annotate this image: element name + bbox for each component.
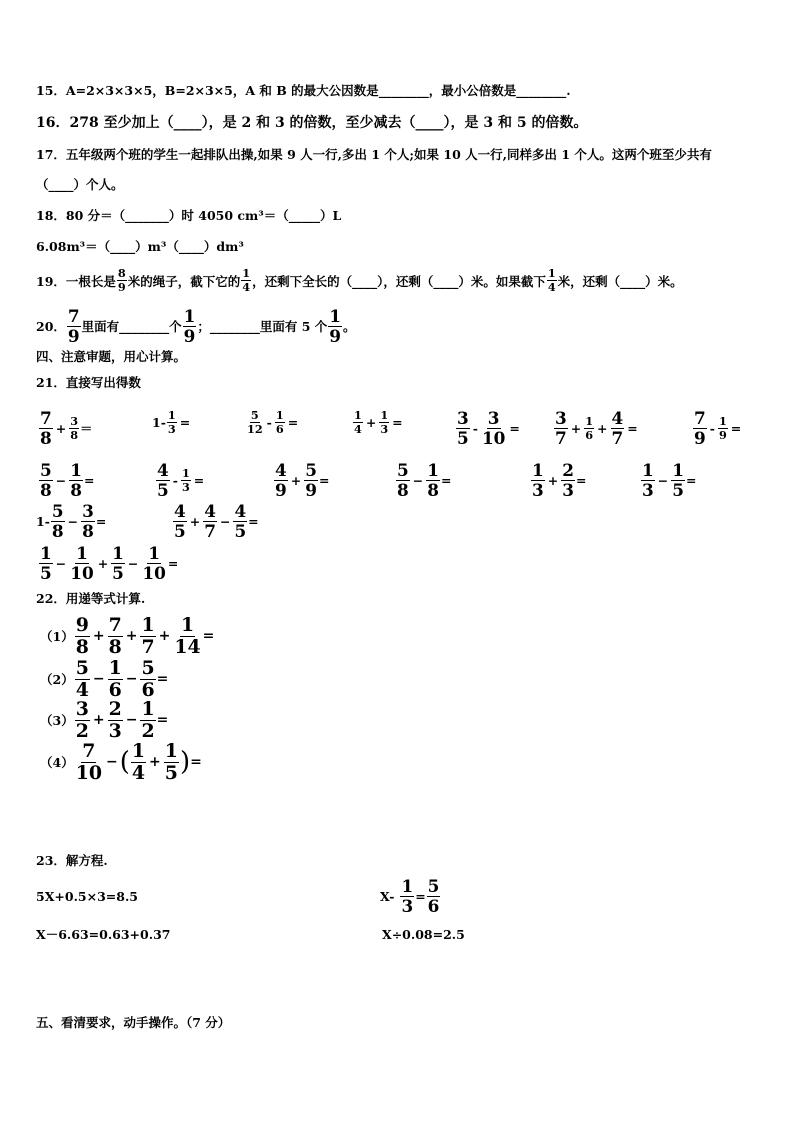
numerator: 1 xyxy=(164,740,178,762)
fraction xyxy=(39,462,53,499)
numerator: 1 xyxy=(183,306,196,326)
question-17-line2: （____）个人。 xyxy=(36,177,124,192)
denominator: 6 xyxy=(585,427,594,442)
denominator: 3 xyxy=(642,479,654,500)
denominator: 4 xyxy=(75,678,89,701)
fraction xyxy=(81,503,95,540)
fraction xyxy=(111,545,125,582)
fraction xyxy=(164,742,179,783)
denominator: 3 xyxy=(167,422,176,437)
numerator: 5 xyxy=(397,460,409,480)
fraction xyxy=(75,742,103,783)
numerator: 1 xyxy=(131,740,146,762)
fraction xyxy=(246,410,264,436)
numerator: 1 xyxy=(532,460,544,480)
fraction xyxy=(108,616,123,657)
denominator: 5 xyxy=(112,562,124,583)
section-5-title: 五、看清要求，动手操作。（7 分） xyxy=(36,1015,231,1030)
denominator: 10 xyxy=(481,427,506,448)
denominator: 4 xyxy=(242,280,251,295)
numerator: 1 xyxy=(141,698,155,720)
fraction xyxy=(233,503,247,540)
numerator: 4 xyxy=(157,460,169,480)
numerator: 1 xyxy=(242,266,251,280)
denominator: 7 xyxy=(204,520,216,541)
numerator: 1 xyxy=(148,543,160,563)
operator: + xyxy=(92,628,105,645)
question-22-title: 22．用递等式计算. xyxy=(36,591,146,606)
numerator: 1 xyxy=(76,543,88,563)
numerator: 1 xyxy=(354,408,362,422)
fraction xyxy=(718,413,728,442)
numerator: 5 xyxy=(141,657,155,679)
operator: + xyxy=(92,712,105,729)
operator: + xyxy=(149,754,161,771)
denominator: 7 xyxy=(611,427,624,448)
fraction xyxy=(396,462,410,499)
denominator: 8 xyxy=(397,479,409,500)
operator: − xyxy=(55,555,67,571)
fraction xyxy=(39,545,53,582)
numerator: 1 xyxy=(180,614,195,636)
operator: + xyxy=(158,628,171,645)
calc-item: $\frac{5}{8}$ − $\frac{1}{8}$ = xyxy=(397,460,452,500)
fraction xyxy=(131,742,146,783)
fraction xyxy=(67,308,81,345)
fraction xyxy=(275,410,285,436)
numerator: 1 xyxy=(329,306,342,326)
denominator: 5 xyxy=(164,761,178,784)
denominator: 10 xyxy=(70,562,94,583)
fraction xyxy=(611,410,625,447)
denominator: 8 xyxy=(427,479,439,500)
operator: - xyxy=(472,420,478,436)
question-21-title: 21．直接写出得数 xyxy=(36,375,141,390)
calc-item: 1- $\frac{1}{3}$ = xyxy=(152,408,191,437)
operator: − xyxy=(92,671,105,688)
denominator: 3 xyxy=(401,895,414,916)
numerator: 1 xyxy=(275,408,284,422)
denominator: 2 xyxy=(75,719,89,742)
numerator: 4 xyxy=(234,501,247,521)
numerator: 7 xyxy=(67,306,80,326)
fraction xyxy=(241,268,251,294)
calc-item xyxy=(455,410,522,447)
section-4-title: 四、注意审题，用心计算。 xyxy=(36,349,187,364)
operator: = xyxy=(730,420,742,436)
calc-item: $\frac{4}{5}$ + $\frac{4}{7}$ − $\frac{4}{5}$ = xyxy=(174,501,259,541)
numerator: 7 xyxy=(82,740,96,762)
operator: + xyxy=(189,513,201,529)
equation-1: 5X+0.5×3=8.5 xyxy=(36,889,139,904)
fraction xyxy=(69,462,83,499)
numerator: 1 xyxy=(141,614,155,636)
denominator: 10 xyxy=(142,562,166,583)
denominator: 14 xyxy=(174,635,201,658)
operator: ) xyxy=(179,747,191,778)
operator: − xyxy=(127,555,139,571)
fraction xyxy=(173,616,201,657)
question-18-line2: 6.08m³＝（____）m³（____）dm³ xyxy=(36,239,244,254)
calc-item: $\frac{5}{8}$ − $\frac{1}{8}$ = xyxy=(40,460,95,500)
fraction xyxy=(108,659,123,700)
operator: − xyxy=(219,513,231,529)
question-19: 19．一根长是 $\frac{8}{9}$ 米的绳子，截下它的 $\frac{1}{4}$ ，还剩下全长的（____），还剩（____）米。如果截下 $\frac{1}{4}$ 米，还剩（____）米。 xyxy=(36,266,683,295)
calc-item: $\frac{4}{9}$ + $\frac{5}{9}$ = xyxy=(275,460,330,500)
denominator: 9 xyxy=(183,325,196,346)
denominator: 3 xyxy=(380,422,389,437)
numerator: 1 xyxy=(642,460,654,480)
numerator: 1 xyxy=(181,465,190,480)
denominator: 5 xyxy=(234,520,247,541)
fraction xyxy=(353,410,363,436)
calc-item xyxy=(352,410,405,436)
calc-step-item: （2） $\frac{5}{4}$ − $\frac{1}{6}$ − $\frac{5}{6}$ = xyxy=(40,657,169,701)
fraction xyxy=(181,465,191,494)
fraction xyxy=(108,700,123,741)
denominator: 3 xyxy=(562,479,574,500)
operator: = xyxy=(509,420,520,436)
numerator: 5 xyxy=(305,460,317,480)
denominator: 9 xyxy=(718,427,727,442)
calc-item: 1- $\frac{5}{8}$ − $\frac{3}{8}$ = xyxy=(36,501,107,541)
numerator: 8 xyxy=(117,266,126,280)
fraction xyxy=(693,410,707,447)
denominator: 5 xyxy=(672,479,684,500)
denominator: 5 xyxy=(40,562,52,583)
numerator: 1 xyxy=(585,413,594,428)
denominator: 9 xyxy=(67,325,80,346)
denominator: 3 xyxy=(108,719,122,742)
operator: - xyxy=(709,420,715,436)
fraction xyxy=(51,503,65,540)
fraction xyxy=(140,616,155,657)
fraction xyxy=(554,410,568,447)
numerator: 1 xyxy=(427,460,439,480)
fraction xyxy=(531,462,545,499)
numerator: 1 xyxy=(718,413,727,428)
denominator: 8 xyxy=(40,479,52,500)
denominator: 8 xyxy=(70,479,82,500)
fraction xyxy=(75,659,90,700)
fraction xyxy=(328,308,342,345)
denominator: 4 xyxy=(354,422,362,437)
numerator: 1 xyxy=(108,657,122,679)
calc-item: $\frac{1}{3}$ − $\frac{1}{5}$ = xyxy=(642,460,697,500)
fraction xyxy=(671,462,685,499)
numerator: 1 xyxy=(547,266,556,280)
calc-item xyxy=(692,410,743,447)
question-17-line1: 17．五年级两个班的学生一起排队出操,如果 9 人一行,多出 1 个人;如果 10 人一行,同样多出 1 个人。这两个班至少共有 xyxy=(36,147,712,162)
operator: = xyxy=(627,420,638,436)
question-20: 20． $\frac{7}{9}$ 里面有________个 $\frac{1}{9}$ ；________里面有 5 个 $\frac{1}{9}$ 。 xyxy=(36,306,356,346)
operator: = xyxy=(179,415,191,431)
numerator: 7 xyxy=(108,614,122,636)
operator: + xyxy=(570,420,582,436)
denominator: 5 xyxy=(174,520,186,541)
numerator: 5 xyxy=(51,501,64,521)
operator: ( xyxy=(119,747,130,778)
numerator: 7 xyxy=(40,408,52,428)
numerator: 2 xyxy=(108,698,122,720)
fraction xyxy=(173,503,187,540)
fraction xyxy=(156,462,170,499)
fraction xyxy=(183,308,197,345)
equation-2: X- $\frac{1}{3}$ = $\frac{5}{6}$ xyxy=(380,876,440,916)
numerator: 1 xyxy=(401,876,414,896)
numerator: 5 xyxy=(40,460,52,480)
question-23-title: 23．解方程. xyxy=(36,853,108,868)
denominator: 8 xyxy=(40,427,52,448)
numerator: 5 xyxy=(250,408,259,422)
denominator: 3 xyxy=(181,479,190,494)
operator: + xyxy=(597,420,608,436)
numerator: 4 xyxy=(611,408,624,428)
numerator: 3 xyxy=(75,698,89,720)
denominator: 4 xyxy=(547,280,556,295)
numerator: 2 xyxy=(562,460,574,480)
numerator: 7 xyxy=(694,408,706,428)
operator: − xyxy=(412,472,424,488)
numerator: 1 xyxy=(40,543,52,563)
denominator: 8 xyxy=(70,427,79,442)
operator: - xyxy=(266,415,272,431)
fraction xyxy=(641,462,655,499)
fraction xyxy=(69,413,79,442)
question-16: 16．278 至少加上（____），是 2 和 3 的倍数，至少减去（____），是 3 和 5 的倍数。 xyxy=(36,115,588,131)
denominator: 9 xyxy=(305,479,317,500)
denominator: 12 xyxy=(247,422,263,437)
numerator: 3 xyxy=(70,413,79,428)
calc-item xyxy=(553,410,640,447)
equation-4: X÷0.08=2.5 xyxy=(382,927,465,942)
denominator: 8 xyxy=(108,635,122,658)
numerator: 1 xyxy=(70,460,82,480)
fraction xyxy=(427,878,441,915)
fraction xyxy=(69,545,94,582)
numerator: 1 xyxy=(167,408,176,422)
numerator: 5 xyxy=(75,657,89,679)
calc-item: $\frac{7}{8}$ + $\frac{3}{8}$ ＝ xyxy=(40,408,93,448)
fraction xyxy=(547,268,557,294)
numerator: 3 xyxy=(82,501,94,521)
operator: + xyxy=(547,472,559,488)
fraction xyxy=(167,410,177,436)
numerator: 4 xyxy=(275,460,287,480)
fraction xyxy=(481,410,506,447)
fraction xyxy=(75,700,90,741)
calc-step-item: （4） $\frac{7}{10}$ − ( $\frac{1}{4}$ + $\frac{1}{5}$ ) = xyxy=(40,740,202,784)
denominator: 8 xyxy=(75,635,89,658)
calc-item: $\frac{1}{5}$ − $\frac{1}{10}$ + $\frac{1}{5}$ − $\frac{1}{10}$ = xyxy=(40,543,179,583)
numerator: 3 xyxy=(487,408,500,428)
calc-item: $\frac{1}{3}$ + $\frac{2}{3}$ = xyxy=(532,460,587,500)
operator: - xyxy=(172,472,178,488)
fraction xyxy=(141,545,166,582)
denominator: 9 xyxy=(117,280,126,295)
operator: + xyxy=(290,472,302,488)
numerator: 3 xyxy=(457,408,469,428)
fraction xyxy=(400,878,414,915)
operator: − xyxy=(657,472,669,488)
denominator: 7 xyxy=(555,427,567,448)
fraction xyxy=(39,410,53,447)
operator: − xyxy=(106,754,118,771)
fraction xyxy=(561,462,575,499)
question-18-line1: 18．80 分＝（_______）时 4050 cm³＝（_____）L xyxy=(36,208,342,223)
calc-item xyxy=(155,462,206,499)
numerator: 4 xyxy=(174,501,186,521)
denominator: 6 xyxy=(275,422,284,437)
denominator: 10 xyxy=(75,761,102,784)
denominator: 2 xyxy=(141,719,155,742)
denominator: 3 xyxy=(532,479,544,500)
denominator: 9 xyxy=(694,427,706,448)
fraction xyxy=(584,413,594,442)
fraction xyxy=(274,462,288,499)
equation-3: X－6.63=0.63+0.37 xyxy=(36,927,171,942)
denominator: 8 xyxy=(82,520,94,541)
calc-item xyxy=(245,410,300,436)
operator: − xyxy=(55,472,67,488)
fraction xyxy=(203,503,217,540)
denominator: 6 xyxy=(108,678,122,701)
operator: = xyxy=(287,415,299,431)
denominator: 6 xyxy=(427,895,440,916)
numerator: 1 xyxy=(380,408,389,422)
numerator: 5 xyxy=(427,876,440,896)
fraction xyxy=(304,462,318,499)
denominator: 5 xyxy=(457,427,469,448)
operator: = xyxy=(392,415,403,431)
operator: + xyxy=(55,420,67,436)
operator: = xyxy=(193,472,205,488)
operator: − xyxy=(67,513,79,529)
denominator: 4 xyxy=(131,761,146,784)
denominator: 7 xyxy=(141,635,155,658)
numerator: 3 xyxy=(555,408,567,428)
fraction xyxy=(140,700,155,741)
operator: + xyxy=(125,628,138,645)
fraction xyxy=(379,410,389,436)
numerator: 4 xyxy=(204,501,216,521)
operator: − xyxy=(125,712,138,729)
fraction xyxy=(426,462,440,499)
question-15: 15．A=2×3×3×5，B=2×3×5，A 和 B 的最大公因数是________，最小公倍数是________. xyxy=(36,83,571,98)
numerator: 1 xyxy=(672,460,684,480)
fraction xyxy=(140,659,155,700)
denominator: 9 xyxy=(329,325,342,346)
operator: − xyxy=(125,671,138,688)
denominator: 6 xyxy=(141,678,155,701)
numerator: 1 xyxy=(112,543,124,563)
fraction xyxy=(75,616,90,657)
operator: + xyxy=(365,415,377,431)
denominator: 8 xyxy=(51,520,64,541)
calc-step-item: （3） $\frac{3}{2}$ + $\frac{2}{3}$ − $\frac{1}{2}$ = xyxy=(40,698,169,742)
calc-step-item: （1） $\frac{9}{8}$ + $\frac{7}{8}$ + $\frac{1}{7}$ + $\frac{1}{14}$ = xyxy=(40,614,215,658)
numerator: 9 xyxy=(75,614,89,636)
operator: + xyxy=(97,555,109,571)
fraction xyxy=(456,410,470,447)
fraction xyxy=(117,268,127,294)
denominator: 9 xyxy=(275,479,287,500)
denominator: 5 xyxy=(157,479,169,500)
